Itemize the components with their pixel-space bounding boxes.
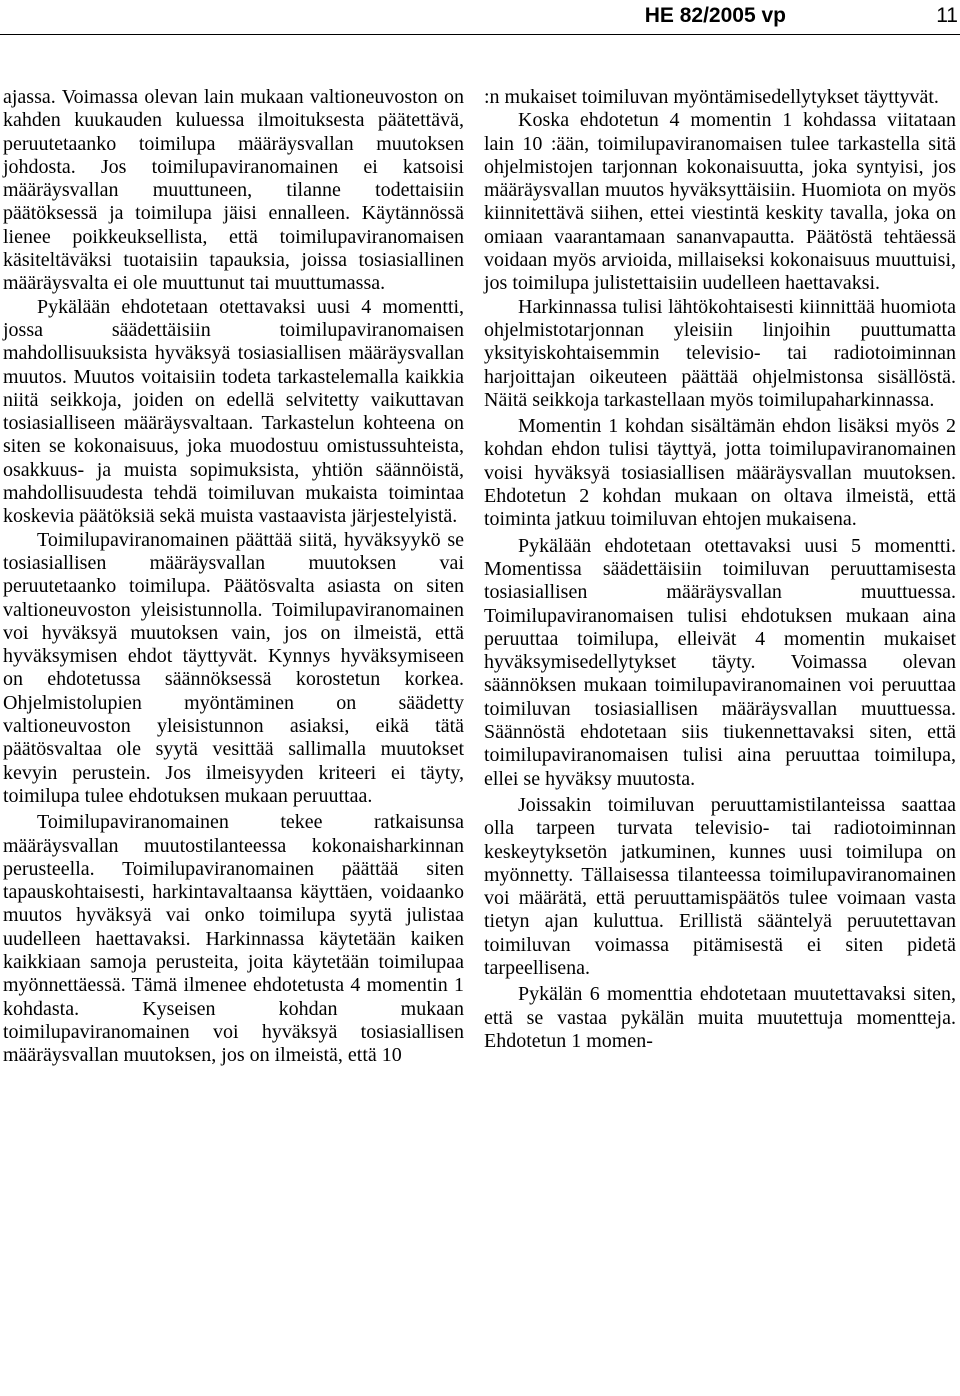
paragraph: :n mukaiset toimiluvan myöntämisedellytykset täyttyvät.: [484, 86, 939, 108]
paragraph: Momentin 1 kohdan sisältämän ehdon lisäksi myös 2 kohdan ehdon tulisi täyttyä, jotta toimilupaviranomainen voisi hyväksyä tosiasiallisen määräysvallan muutoksen. Ehdotetun 2 kohdan mukaan on oltava ilmeistä, että toiminta jatkuu toimiluvan ehtojen mukaisena.: [484, 415, 956, 531]
paragraph: Koska ehdotetun 4 momentin 1 kohdassa viitataan lain 10 :ään, toimilupaviranomaisen tulee tarkastella sitä ohjelmistojen tarjonnan kokonaisuutta, joka syntyisi, jos määräysvallan muutos hyväksyttäisiin. Huomiota on myös kiinnitettävä siihen, ettei viestintä keskity tavalla, joka on omiaan vaarantamaan sananvapautta. Päätöstä tehtäessä voidaan myös arvioida, millaiseksi kokonaisuus muuttuisi, jos toimilupa julistettaisiin uudelleen haettavaksi.: [484, 109, 956, 295]
page-header: [0, 0, 960, 35]
paragraph: Harkinnassa tulisi lähtökohtaisesti kiinnittää huomiota ohjelmistotarjonnan yleisiin linjoihin puuttumatta yksityiskohtaisemmin televisio- tai radiotoiminnan harjoittajan oikeuteen päättää ohjelmistonsa sisällöstä. Näitä seikkoja tarkastellaan myös toimilupaharkinnassa.: [484, 295, 956, 411]
paragraph: Toimilupaviranomainen päättää siitä, hyväksyykö se tosiasiallisen määräysvallan muutoksen vai peruutetaanko toimilupa. Päätösvalta asiasta on siten valtioneuvoston yleisistunnolla. Toimilupaviranomainen voi hyväksyä muutoksen vain, jos on ilmeistä, että hyväksymisen ehdot täyttyvät. Kynnys hyväksymiseen on ehdotetussa säännöksessä korostetun korkea. Ohjelmistolupien myöntäminen on säädetty valtioneuvoston yleisistunnon asiaksi, eikä tätä päätösvaltaa ole syytä vesittää sallimalla muutokset kevyin perustein. Jos ilmeisyyden kriteeri ei täyty, toimilupa tulee ehdotuksen mukaan peruuttaa.: [3, 528, 464, 807]
paragraph: Pykälään ehdotetaan otettavaksi uusi 5 momentti. Momentissa säädettäisiin toimiluvan peruuttamisesta tosiasiallisen määräysvallan muuttuessa. Toimilupaviranomaisen tulisi ehdotuksen mukaan aina peruuttaa toimilupa, elleivät 4 momentin mukaiset hyväksymisedellytykset täyty. Voimassa olevan säännöksen mukaan toimilupaviranomainen voi peruuttaa toimiluvan tosiasiallisen määräysvallan muuttuessa. Säännöstä ehdotetaan siis tiukennettavaksi siten, että toimilupaviranomaisen tulisi aina peruuttaa toimilupa, ellei se hyväksy muutosta.: [484, 534, 956, 790]
paragraph: Pykälään ehdotetaan otettavaksi uusi 4 momentti, jossa säädettäisiin toimilupaviranomaisen mahdollisuuksista hyväksyä tosiasiallisen määräysvallan muutos. Muutos voitaisiin todeta tarkastelemalla kaikkia niitä seikkoja, joiden on edellä selvitetty vaikuttavan tosiasialliseen määräysvaltaan. Tarkastelun kohteena on siten se kokonaisuus, joka muodostuu omistussuhteista, osakkuus- ja muista sopimuksista, yhtiön säännöistä, mahdollisuudesta tehdä toimiluvan mukaista toimintaa koskevia päätöksiä sekä muista vastaavista järjestelyistä.: [3, 295, 464, 528]
paragraph: Joissakin toimiluvan peruuttamistilanteissa saattaa olla tarpeen turvata televisio- tai radiotoiminnan keskeytyksetön jatkuminen, kunnes uusi toimilupa on myönnetty. Tällaisessa tilanteessa toimilupaviranomainen voi määrätä, että peruuttamispäätös tulee voimaan vasta tietyn ajan kuluttua. Erillistä sääntelyä peruutettavan toimiluvan voimassa pitämisestä ei siten pidetä tarpeellisena.: [484, 793, 956, 979]
paragraph: Pykälän 6 momenttia ehdotetaan muutettavaksi siten, että se vastaa pykälän muita muutettuja momentteja. Ehdotetun 1 momen-: [484, 983, 956, 1052]
left-text-column: [3, 86, 464, 1067]
right-text-column: [484, 86, 956, 1053]
paragraph: Toimilupaviranomainen tekee ratkaisunsa määräysvallan muutostilanteessa kokonaisharkinnan perusteella. Toimilupaviranomainen päättää siten tapauskohtaisesti, harkintavaltaansa käyttäen, voidaanko muutos hyväksyä vai onko toimilupa syytä julistaa uudelleen haettavaksi. Harkinnassa käytetään kaiken kaikkiaan samoja perusteita, joita käytetään toimilupaa myönnettäessä. Tämä ilmenee ehdotetusta 4 momentin 1 kohdasta. Kyseisen kohdan mukaan toimilupaviranomainen voi hyväksyä tosiasiallisen määräysvallan muutoksen, jos on ilmeistä, että 10: [3, 811, 464, 1067]
page-number: 11: [936, 4, 958, 27]
document-id: HE 82/2005 vp: [644, 4, 786, 27]
paragraph: ajassa. Voimassa olevan lain mukaan valtioneuvoston on kahden kuukauden kuluessa ilmoituksesta päätettävä, peruutetaanko toimilupa määräysvallan muutoksen johdosta. Jos toimilupaviranomainen ei katsoisi määräysvallan muuttuneen, tilanne todettaisiin päätöksessä ja toimilupa jäisi ennalleen. Käytännössä lienee poikkeuksellista, että toimilupaviranomaisen käsiteltäväksi tuotaisiin tapauksia, joissa tosiasiallinen määräysvalta ei ole muuttunut tai muuttumassa.: [3, 86, 464, 295]
